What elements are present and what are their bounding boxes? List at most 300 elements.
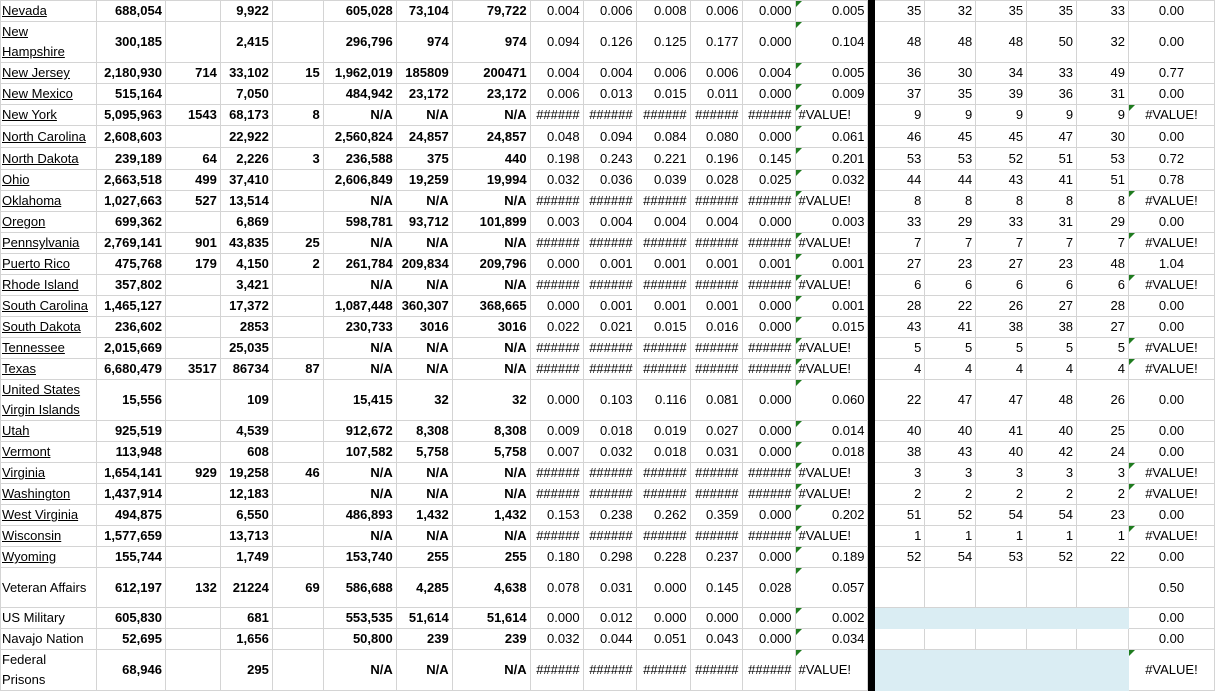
cell[interactable]: ###### (742, 650, 795, 691)
cell[interactable]: 7 (1077, 233, 1129, 254)
cell[interactable]: 54 (925, 547, 976, 568)
cell[interactable]: 0.153 (530, 505, 583, 526)
cell[interactable]: 0.000 (742, 296, 795, 317)
cell[interactable]: 0.000 (530, 254, 583, 275)
cell[interactable]: 21224 (220, 568, 272, 608)
cell[interactable]: 0.060 (795, 380, 868, 421)
cell[interactable]: 0.005 (795, 1, 868, 22)
cell[interactable]: 1543 (165, 105, 220, 126)
cell[interactable]: #VALUE! (795, 650, 868, 691)
cell[interactable] (875, 629, 925, 650)
cell[interactable]: 29 (1077, 212, 1129, 233)
cell[interactable]: N/A (452, 105, 530, 126)
cell[interactable]: 0.057 (795, 568, 868, 608)
cell[interactable]: 3 (1077, 463, 1129, 484)
cell[interactable]: 51,614 (396, 608, 452, 629)
cell[interactable]: 0.061 (795, 126, 868, 148)
cell[interactable]: 9 (925, 105, 976, 126)
cell[interactable]: 185809 (396, 63, 452, 84)
cell[interactable]: N/A (452, 191, 530, 212)
cell[interactable]: ###### (690, 526, 742, 547)
cell[interactable]: 0.000 (636, 608, 690, 629)
jurisdiction-link[interactable]: Pennsylvania (2, 235, 80, 250)
cell[interactable]: 3 (1027, 463, 1077, 484)
cell[interactable]: 0.00 (1128, 1, 1214, 22)
row-label-cell[interactable] (1, 296, 97, 317)
cell[interactable]: N/A (452, 338, 530, 359)
cell[interactable]: 5,758 (396, 442, 452, 463)
cell[interactable]: 47 (1027, 126, 1077, 148)
cell[interactable]: 50,800 (323, 629, 396, 650)
cell[interactable]: 31 (1027, 212, 1077, 233)
cell[interactable]: 45 (925, 126, 976, 148)
cell[interactable]: 53 (1077, 148, 1129, 170)
cell[interactable] (272, 84, 323, 105)
cell[interactable]: #VALUE! (1128, 484, 1214, 505)
cell[interactable]: 0.001 (636, 296, 690, 317)
row-label-cell[interactable] (1, 191, 97, 212)
cell[interactable]: 0.177 (690, 22, 742, 63)
cell[interactable]: 9 (875, 105, 925, 126)
cell[interactable]: 0.034 (795, 629, 868, 650)
cell[interactable]: 1 (875, 526, 925, 547)
cell[interactable] (272, 126, 323, 148)
cell[interactable]: 0.007 (530, 442, 583, 463)
cell[interactable]: 0.228 (636, 547, 690, 568)
cell[interactable]: 33,102 (220, 63, 272, 84)
cell[interactable]: N/A (396, 105, 452, 126)
cell[interactable]: 553,535 (323, 608, 396, 629)
cell[interactable] (272, 608, 323, 629)
cell[interactable]: 4 (875, 359, 925, 380)
cell[interactable]: 0.084 (636, 126, 690, 148)
cell[interactable]: 23 (925, 254, 976, 275)
cell[interactable]: 1 (1077, 526, 1129, 547)
cell[interactable]: 3016 (396, 317, 452, 338)
cell[interactable]: 53 (875, 148, 925, 170)
cell[interactable]: 0.018 (795, 442, 868, 463)
row-label-cell[interactable] (1, 275, 97, 296)
cell[interactable]: #VALUE! (795, 484, 868, 505)
cell[interactable]: ###### (742, 463, 795, 484)
cell[interactable]: ###### (690, 233, 742, 254)
cell[interactable]: 0.078 (530, 568, 583, 608)
cell[interactable] (272, 1, 323, 22)
cell[interactable]: 0.000 (742, 317, 795, 338)
cell[interactable]: #VALUE! (1128, 275, 1214, 296)
cell[interactable]: 8 (875, 191, 925, 212)
cell[interactable]: ###### (690, 105, 742, 126)
cell[interactable]: 0.00 (1128, 547, 1214, 568)
cell[interactable]: 28 (875, 296, 925, 317)
row-label-cell[interactable] (1, 359, 97, 380)
cell[interactable] (925, 650, 976, 691)
cell[interactable]: 0.006 (690, 1, 742, 22)
cell[interactable]: 0.000 (742, 1, 795, 22)
cell[interactable]: 2,663,518 (96, 170, 165, 191)
cell[interactable]: 0.001 (583, 254, 636, 275)
cell[interactable]: ###### (583, 526, 636, 547)
cell[interactable]: 0.021 (583, 317, 636, 338)
cell[interactable]: #VALUE! (1128, 650, 1214, 691)
cell[interactable]: 48 (976, 22, 1027, 63)
cell[interactable]: 5 (875, 338, 925, 359)
cell[interactable]: 0.00 (1128, 421, 1214, 442)
cell[interactable]: 6 (1027, 275, 1077, 296)
cell[interactable] (165, 126, 220, 148)
cell[interactable] (1027, 608, 1077, 629)
cell[interactable]: ###### (530, 463, 583, 484)
cell[interactable] (272, 212, 323, 233)
cell[interactable]: #VALUE! (795, 463, 868, 484)
cell[interactable]: ###### (530, 233, 583, 254)
cell[interactable]: 42 (1027, 442, 1077, 463)
jurisdiction-link[interactable]: South Dakota (2, 319, 81, 334)
cell[interactable]: 15 (272, 63, 323, 84)
cell[interactable]: 0.000 (742, 505, 795, 526)
cell[interactable]: 7,050 (220, 84, 272, 105)
cell[interactable]: 34 (976, 63, 1027, 84)
cell[interactable]: 0.012 (583, 608, 636, 629)
jurisdiction-link[interactable]: United States Virgin Islands (2, 382, 81, 417)
cell[interactable]: ###### (530, 338, 583, 359)
cell[interactable]: 912,672 (323, 421, 396, 442)
cell[interactable] (1077, 568, 1129, 608)
cell[interactable]: 23,172 (396, 84, 452, 105)
cell[interactable]: 239,189 (96, 148, 165, 170)
cell[interactable] (165, 22, 220, 63)
row-label-cell[interactable] (1, 608, 97, 629)
row-label-cell[interactable] (1, 547, 97, 568)
cell[interactable]: 54 (1027, 505, 1077, 526)
cell[interactable]: N/A (323, 338, 396, 359)
cell[interactable]: 255 (396, 547, 452, 568)
row-label-cell[interactable] (1, 148, 97, 170)
cell[interactable]: 32 (1077, 22, 1129, 63)
jurisdiction-link[interactable]: South Carolina (2, 298, 88, 313)
cell[interactable]: 598,781 (323, 212, 396, 233)
cell[interactable]: 6 (875, 275, 925, 296)
cell[interactable]: ###### (742, 484, 795, 505)
cell[interactable]: 1,749 (220, 547, 272, 568)
cell[interactable]: ###### (742, 191, 795, 212)
jurisdiction-link[interactable]: Tennessee (2, 340, 65, 355)
cell[interactable]: 261,784 (323, 254, 396, 275)
cell[interactable]: 28 (1077, 296, 1129, 317)
cell[interactable]: 7 (1027, 233, 1077, 254)
cell[interactable] (925, 568, 976, 608)
cell[interactable]: 0.015 (636, 84, 690, 105)
cell[interactable]: #VALUE! (795, 526, 868, 547)
cell[interactable]: 51 (1077, 170, 1129, 191)
cell[interactable]: 0.196 (690, 148, 742, 170)
cell[interactable]: 0.006 (690, 63, 742, 84)
cell[interactable]: ###### (690, 275, 742, 296)
cell[interactable]: 86734 (220, 359, 272, 380)
cell[interactable]: 3517 (165, 359, 220, 380)
cell[interactable] (875, 608, 925, 629)
cell[interactable]: 0.032 (530, 170, 583, 191)
cell[interactable]: ###### (690, 463, 742, 484)
cell[interactable]: ###### (742, 233, 795, 254)
cell[interactable]: ###### (742, 105, 795, 126)
cell[interactable]: 9,922 (220, 1, 272, 22)
jurisdiction-link[interactable]: Vermont (2, 444, 51, 459)
cell[interactable]: 50 (1027, 22, 1077, 63)
row-label-cell[interactable] (1, 212, 97, 233)
cell[interactable]: 4 (976, 359, 1027, 380)
cell[interactable]: 0.014 (795, 421, 868, 442)
cell[interactable]: ###### (742, 338, 795, 359)
cell[interactable]: 40 (1027, 421, 1077, 442)
cell[interactable]: 0.004 (530, 1, 583, 22)
cell[interactable]: 73,104 (396, 1, 452, 22)
cell[interactable]: 48 (925, 22, 976, 63)
cell[interactable]: 0.198 (530, 148, 583, 170)
cell[interactable]: 0.000 (742, 22, 795, 63)
cell[interactable] (272, 338, 323, 359)
cell[interactable] (272, 22, 323, 63)
cell[interactable]: 0.000 (530, 380, 583, 421)
jurisdiction-link[interactable]: Puerto Rico (2, 256, 70, 271)
cell[interactable]: 0.243 (583, 148, 636, 170)
cell[interactable]: ###### (530, 191, 583, 212)
cell[interactable]: 53 (925, 148, 976, 170)
cell[interactable] (165, 338, 220, 359)
jurisdiction-link[interactable]: Nevada (2, 3, 47, 18)
row-label-cell[interactable] (1, 568, 97, 608)
cell[interactable]: 1,465,127 (96, 296, 165, 317)
cell[interactable]: 38 (875, 442, 925, 463)
cell[interactable]: #VALUE! (1128, 338, 1214, 359)
jurisdiction-link[interactable]: North Carolina (2, 128, 86, 144)
cell[interactable]: 0.77 (1128, 63, 1214, 84)
cell[interactable]: 52 (1027, 547, 1077, 568)
cell[interactable]: 17,372 (220, 296, 272, 317)
cell[interactable]: N/A (452, 526, 530, 547)
cell[interactable]: 40 (976, 442, 1027, 463)
cell[interactable]: 1 (1027, 526, 1077, 547)
cell[interactable] (272, 650, 323, 691)
row-label-cell[interactable] (1, 629, 97, 650)
cell[interactable]: 0.000 (742, 629, 795, 650)
cell[interactable]: 0.081 (690, 380, 742, 421)
cell[interactable] (165, 421, 220, 442)
cell[interactable]: ###### (583, 338, 636, 359)
cell[interactable]: ###### (530, 650, 583, 691)
cell[interactable]: 31 (1077, 84, 1129, 105)
cell[interactable]: 41 (976, 421, 1027, 442)
cell[interactable]: 0.009 (795, 84, 868, 105)
cell[interactable]: 6,869 (220, 212, 272, 233)
cell[interactable]: 6 (925, 275, 976, 296)
cell[interactable]: ###### (583, 105, 636, 126)
cell[interactable]: 440 (452, 148, 530, 170)
cell[interactable]: 4,285 (396, 568, 452, 608)
cell[interactable]: ###### (530, 275, 583, 296)
cell[interactable]: 8,308 (396, 421, 452, 442)
row-label-cell[interactable] (1, 1, 97, 22)
cell[interactable]: N/A (452, 484, 530, 505)
cell[interactable]: 4,638 (452, 568, 530, 608)
cell[interactable]: 236,602 (96, 317, 165, 338)
cell[interactable]: 13,514 (220, 191, 272, 212)
cell[interactable] (1077, 629, 1129, 650)
cell[interactable]: 0.039 (636, 170, 690, 191)
row-label-cell[interactable] (1, 105, 97, 126)
cell[interactable] (272, 505, 323, 526)
cell[interactable]: 0.000 (636, 568, 690, 608)
cell[interactable]: 0.000 (742, 84, 795, 105)
cell[interactable]: 0.125 (636, 22, 690, 63)
cell[interactable]: 0.000 (742, 421, 795, 442)
cell[interactable] (165, 1, 220, 22)
jurisdiction-link[interactable]: New Hampshire (2, 24, 65, 59)
cell[interactable]: N/A (323, 359, 396, 380)
jurisdiction-link[interactable]: Oregon (2, 214, 46, 229)
jurisdiction-link[interactable]: Texas (2, 361, 36, 376)
cell[interactable]: 7 (976, 233, 1027, 254)
cell[interactable]: ###### (690, 650, 742, 691)
cell[interactable] (165, 212, 220, 233)
cell[interactable]: 0.004 (530, 63, 583, 84)
cell[interactable]: 0.027 (690, 421, 742, 442)
cell[interactable]: N/A (396, 338, 452, 359)
cell[interactable]: ###### (583, 359, 636, 380)
cell[interactable] (1077, 608, 1129, 629)
cell[interactable]: 179 (165, 254, 220, 275)
cell[interactable]: 8 (925, 191, 976, 212)
cell[interactable]: 6,680,479 (96, 359, 165, 380)
cell[interactable]: 0.00 (1128, 22, 1214, 63)
cell[interactable]: 586,688 (323, 568, 396, 608)
cell[interactable] (272, 526, 323, 547)
cell[interactable]: 0.000 (742, 126, 795, 148)
cell[interactable]: 23 (1077, 505, 1129, 526)
cell[interactable] (165, 547, 220, 568)
cell[interactable]: 8,308 (452, 421, 530, 442)
cell[interactable]: 0.022 (530, 317, 583, 338)
cell[interactable]: 33 (1077, 1, 1129, 22)
cell[interactable]: 29 (925, 212, 976, 233)
cell[interactable]: 0.001 (690, 296, 742, 317)
cell[interactable]: 1,432 (452, 505, 530, 526)
cell[interactable]: 5,758 (452, 442, 530, 463)
cell[interactable]: 608 (220, 442, 272, 463)
row-label-cell[interactable] (1, 63, 97, 84)
cell[interactable]: 0.000 (530, 608, 583, 629)
cell[interactable]: 113,948 (96, 442, 165, 463)
cell[interactable]: 2,606,849 (323, 170, 396, 191)
cell[interactable]: 2,560,824 (323, 126, 396, 148)
cell[interactable]: ###### (530, 359, 583, 380)
cell[interactable]: 0.000 (742, 212, 795, 233)
cell[interactable]: 699,362 (96, 212, 165, 233)
cell[interactable]: 0.00 (1128, 296, 1214, 317)
cell[interactable]: 26 (1077, 380, 1129, 421)
cell[interactable]: 37 (875, 84, 925, 105)
cell[interactable]: ###### (742, 526, 795, 547)
cell[interactable]: 48 (875, 22, 925, 63)
cell[interactable]: 0.004 (742, 63, 795, 84)
cell[interactable]: #VALUE! (795, 233, 868, 254)
cell[interactable]: 527 (165, 191, 220, 212)
cell[interactable]: 2 (1027, 484, 1077, 505)
cell[interactable]: #VALUE! (1128, 463, 1214, 484)
cell[interactable]: 0.005 (795, 63, 868, 84)
cell[interactable]: 0.201 (795, 148, 868, 170)
cell[interactable]: 93,712 (396, 212, 452, 233)
jurisdiction-link[interactable]: Washington (2, 486, 71, 501)
cell[interactable]: ###### (583, 484, 636, 505)
cell[interactable]: 1,087,448 (323, 296, 396, 317)
cell[interactable]: 25 (1077, 421, 1129, 442)
cell[interactable]: 2,015,669 (96, 338, 165, 359)
cell[interactable]: 41 (925, 317, 976, 338)
row-label-cell[interactable] (1, 126, 97, 148)
cell[interactable]: 0.001 (690, 254, 742, 275)
cell[interactable]: 19,259 (396, 170, 452, 191)
cell[interactable]: 8 (272, 105, 323, 126)
row-label-cell[interactable] (1, 650, 97, 691)
cell[interactable]: #VALUE! (795, 359, 868, 380)
cell[interactable]: N/A (323, 526, 396, 547)
cell[interactable]: 300,185 (96, 22, 165, 63)
cell[interactable]: 0.043 (690, 629, 742, 650)
cell[interactable] (165, 608, 220, 629)
cell[interactable]: 0.051 (636, 629, 690, 650)
cell[interactable]: 36 (875, 63, 925, 84)
cell[interactable]: 1,027,663 (96, 191, 165, 212)
cell[interactable]: 49 (1077, 63, 1129, 84)
jurisdiction-link[interactable]: West Virginia (2, 507, 79, 522)
cell[interactable]: ###### (690, 338, 742, 359)
cell[interactable]: 69 (272, 568, 323, 608)
cell[interactable]: 0.006 (636, 63, 690, 84)
cell[interactable]: N/A (396, 463, 452, 484)
cell[interactable]: 9 (1027, 105, 1077, 126)
cell[interactable]: 0.000 (690, 608, 742, 629)
cell[interactable]: 0.080 (690, 126, 742, 148)
cell[interactable]: 0.001 (795, 254, 868, 275)
cell[interactable]: 681 (220, 608, 272, 629)
cell[interactable]: 688,054 (96, 1, 165, 22)
cell[interactable] (272, 170, 323, 191)
jurisdiction-link[interactable]: North Dakota (2, 150, 79, 166)
cell[interactable]: 0.018 (636, 442, 690, 463)
cell[interactable]: #VALUE! (795, 338, 868, 359)
cell[interactable]: ###### (742, 275, 795, 296)
cell[interactable]: 1 (925, 526, 976, 547)
cell[interactable] (1077, 650, 1129, 691)
row-label-cell[interactable] (1, 170, 97, 191)
cell[interactable]: 35 (925, 84, 976, 105)
cell[interactable]: 33 (976, 212, 1027, 233)
cell[interactable]: 68,173 (220, 105, 272, 126)
cell[interactable]: 41 (1027, 170, 1077, 191)
cell[interactable]: 0.78 (1128, 170, 1214, 191)
row-label-cell[interactable] (1, 84, 97, 105)
cell[interactable]: 32 (396, 380, 452, 421)
cell[interactable]: 47 (976, 380, 1027, 421)
row-label-cell[interactable] (1, 22, 97, 63)
cell[interactable]: 1.04 (1128, 254, 1214, 275)
cell[interactable]: 25 (272, 233, 323, 254)
cell[interactable] (165, 380, 220, 421)
cell[interactable] (165, 629, 220, 650)
cell[interactable]: 475,768 (96, 254, 165, 275)
cell[interactable]: 4,539 (220, 421, 272, 442)
